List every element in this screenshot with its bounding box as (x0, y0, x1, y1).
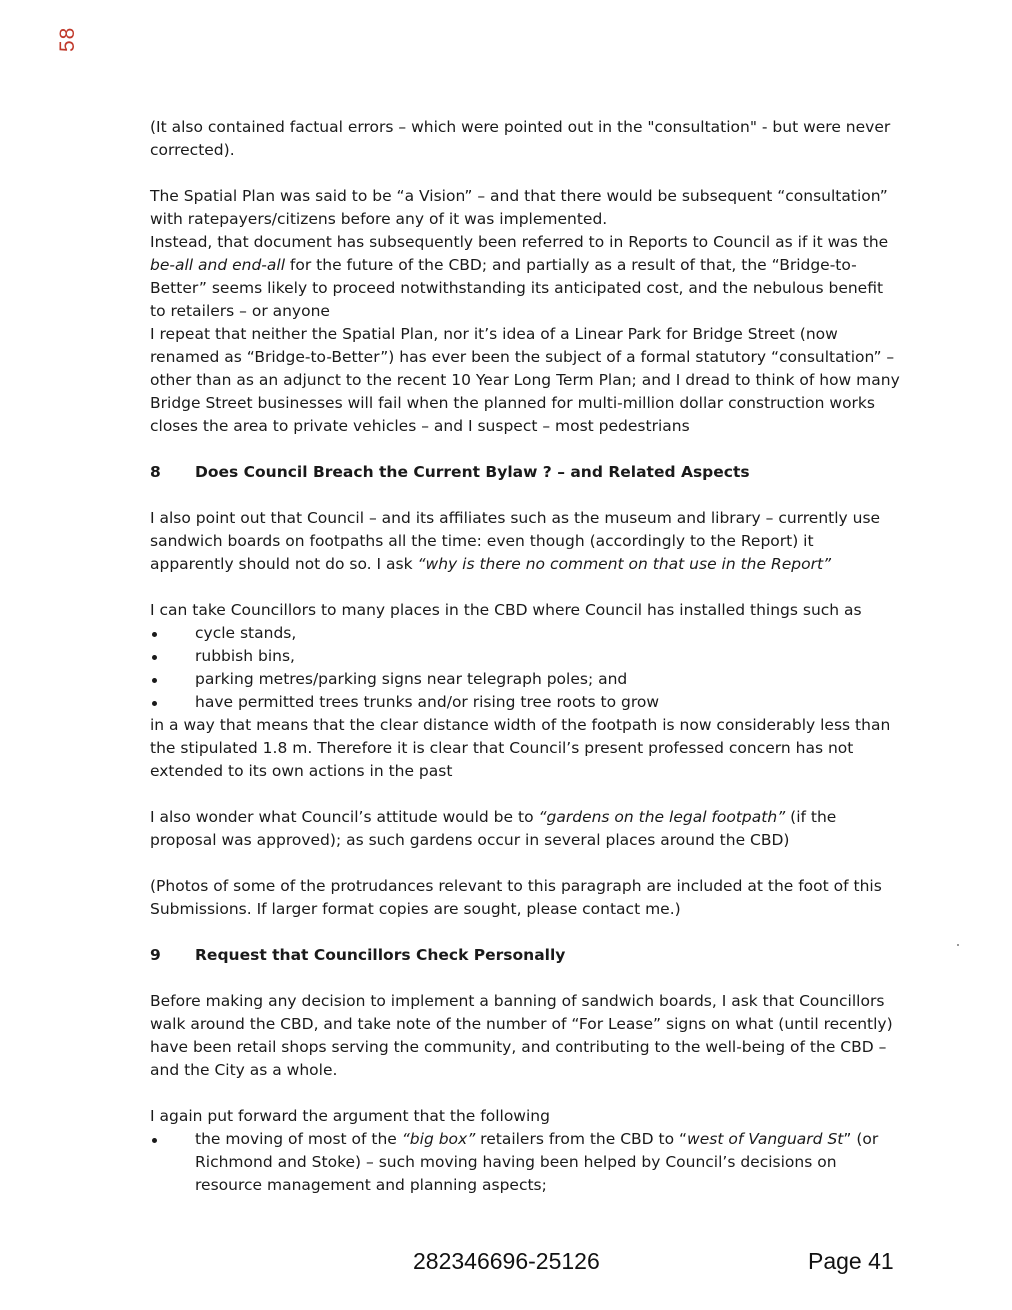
list-item (150, 668, 902, 691)
text-run: (if the proposal was approved); as such gardens occur in several places around the CBD) (150, 808, 837, 849)
bullet-icon (150, 622, 195, 645)
paragraph (150, 806, 902, 852)
text-run: ” (or Richmond and Stoke) – such moving having been helped by Council’s decisions on resource management and planning aspects; (195, 1130, 879, 1194)
list-item (150, 622, 902, 645)
emphasis: “gardens on the legal footpath” (538, 808, 786, 826)
list-item (150, 1128, 902, 1197)
paragraph: I can take Councillors to many places in the CBD where Council has installed things such as (150, 601, 862, 619)
text-run: Instead, that document has subsequently been referred to in Reports to Council as if it was the (150, 233, 889, 251)
bullet-icon (150, 668, 195, 691)
paragraph: I again put forward the argument that the following (150, 1107, 550, 1125)
emphasis: west of Vanguard St (687, 1130, 844, 1148)
bullet-list (150, 622, 902, 714)
section-title: Request that Councillors Check Personally (195, 946, 566, 964)
paragraph: The Spatial Plan was said to be “a Vision” – and that there would be subsequent “consultation” with ratepayers/citizens before any of it was implemented. (150, 187, 888, 228)
page-number: Page 41 (808, 1248, 894, 1274)
list-item-text: cycle stands, (195, 624, 297, 642)
section-number: 9 (150, 946, 161, 964)
bullet-list (150, 1128, 902, 1197)
paragraph: I repeat that neither the Spatial Plan, nor it’s idea of a Linear Park for Bridge Street (now renamed as “Bridge-to-Better”) has ever been the subject of a formal statutory “consultation” – other than as an adjunct to the recent 10 Year Long Term Plan; and I dread to think of how many Bridge Street businesses will fail when the planned for multi-million dollar construction works closes the area to private vehicles – and I suspect – most pedestrians (150, 325, 900, 435)
list-item (150, 691, 902, 714)
list-item-text: rubbish bins, (195, 647, 295, 665)
stray-mark (957, 944, 959, 946)
emphasis: be-all and end-all (150, 256, 285, 274)
text-run: I also wonder what Council’s attitude would be to (150, 808, 539, 826)
paragraph: Before making any decision to implement a banning of sandwich boards, I ask that Councillors walk around the CBD, and take note of the number of “For Lease” signs on what (until recently) have been retail shops serving the community, and contributing to the well-being of the CBD – and the City as a whole. (150, 992, 893, 1079)
side-page-number: 58 (56, 26, 79, 52)
section-title: Does Council Breach the Current Bylaw ? – and Related Aspects (195, 463, 750, 481)
text-run: for the future of the CBD; and partially as a result of that, the “Bridge-to-Better” seems likely to proceed notwithstanding its anticipated cost, and the nebulous benefit to retailers – or anyone (150, 256, 884, 320)
paragraph (150, 507, 902, 576)
list-item-text: parking metres/parking signs near telegraph poles; and (195, 670, 628, 688)
bullet-icon (150, 645, 195, 668)
section-heading-9 (150, 944, 902, 967)
document-body (150, 116, 902, 1197)
list-item-text (195, 1128, 902, 1197)
section-heading-8 (150, 461, 902, 484)
list-item (150, 645, 902, 668)
paragraph (150, 231, 902, 323)
emphasis: “big box” (401, 1130, 476, 1148)
emphasis: “why is there no comment on that use in the Report” (417, 555, 832, 573)
paragraph: (Photos of some of the protrudances relevant to this paragraph are included at the foot of this Submissions. If larger format copies are sought, please contact me.) (150, 877, 882, 918)
text-run: I also point out that Council – and its affiliates such as the museum and library – currently use sandwich boards on footpaths all the time: even though (accordingly to the Report) it apparently should not do so. I ask (150, 509, 881, 573)
text-run: retailers from the CBD to “ (475, 1130, 688, 1148)
bullet-icon (150, 1128, 195, 1197)
section-number: 8 (150, 463, 161, 481)
text-run: the moving of most of the (195, 1130, 402, 1148)
bullet-icon (150, 691, 195, 714)
paragraph: (It also contained factual errors – which were pointed out in the "consultation" - but were never corrected). (150, 118, 891, 159)
list-item-text: have permitted trees trunks and/or rising tree roots to grow (195, 693, 660, 711)
document-id: 282346696-25126 (413, 1248, 600, 1274)
paragraph: in a way that means that the clear distance width of the footpath is now considerably less than the stipulated 1.8 m. Therefore it is clear that Council’s present professed concern has not extended to its own actions in the past (150, 716, 891, 780)
